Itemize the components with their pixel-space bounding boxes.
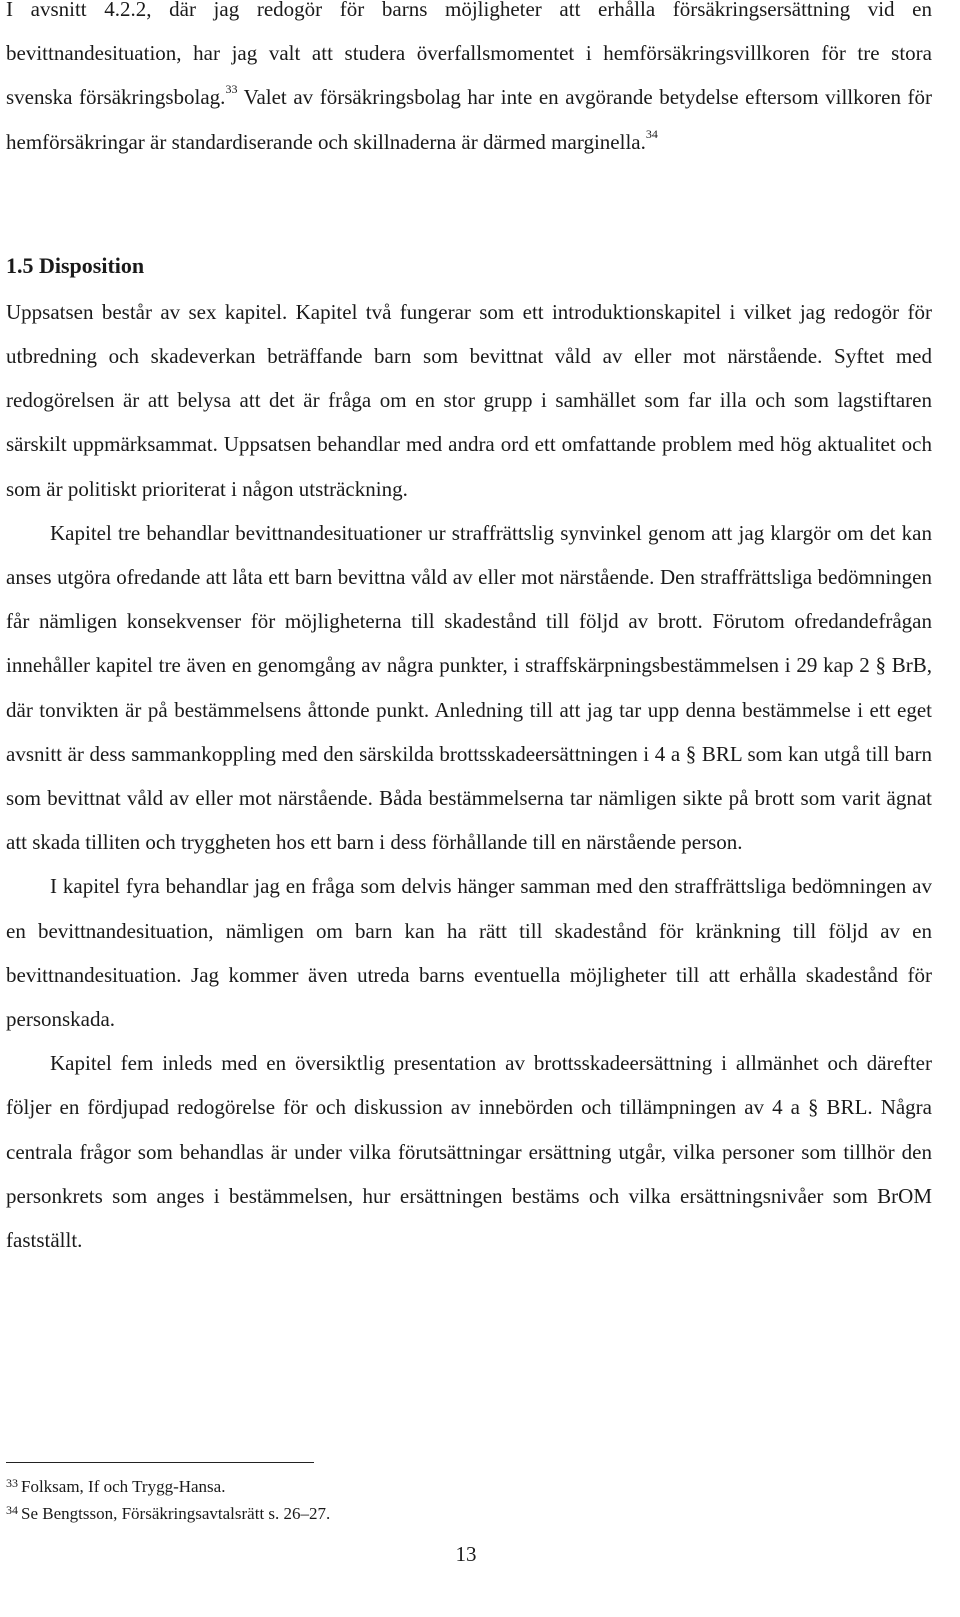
footnote-item xyxy=(6,1474,330,1501)
footnote-item xyxy=(6,1501,330,1528)
footnote-separator xyxy=(6,1462,314,1463)
body-paragraph: Uppsatsen består av sex kapitel. Kapitel två fungerar som ett introduktionskapitel i vilket jag redogör för utbredning och skadeverkan beträffande barn som bevittnat våld av eller mot närstående. Syftet med redogörelsen är att belysa att det är fråga om en stor grupp i samhället som far illa och som lagstiftaren särskilt uppmärksammat. Uppsatsen behandlar med andra ord ett omfattande problem med hög aktualitet och som är politiskt prioriterat i någon utsträckning. xyxy=(6,299,932,501)
footnote-ref-33[interactable]: 33 xyxy=(225,82,238,97)
section-heading: 1.5 Disposition xyxy=(6,252,145,278)
body-paragraph: Kapitel fem inleds med en översiktlig presentation av brottsskadeersättning i allmänhet och därefter följer en fördjupad redogörelse för och diskussion av innebörden och tillämpningen av 4 a § BRL. Några centrala frågor som behandlas är under vilka förutsättningar ersättning utgår, vilka personer som tillhör den personkrets som anges i bestämmelsen, hur ersättningen bestäms och vilka ersättningsnivåer som BrOM fastställt. xyxy=(6,1051,932,1253)
body-paragraph: Kapitel tre behandlar bevittnandesituationer ur straffrättslig synvinkel genom att jag klargör om det kan anses utgöra ofredande att låta ett barn bevittna våld av eller mot närstående. Den straffrättsliga bedömningen får nämligen konsekvenser för möjligheterna till skadestånd till följd av brott. Förutom ofredandefrågan innehåller kapitel tre även en genomgång av några punkter, i straffskärpningsbestämmelsen i 29 kap 2 § BrB, där tonvikten är på bestämmelsens åttonde punkt. Anledning till att jag tar upp denna bestämmelse i ett eget avsnitt är dess sammankoppling med den särskilda brottsskadeersättningen i 4 a § BRL som kan utgå till barn som bevittnat våld av eller mot närstående. Båda bestämmelserna tar nämligen sikte på brott som varit ägnat att skada tilliten och tryggheten hos ett barn i dess förhållande till en närstående person. xyxy=(6,520,932,855)
footnotes xyxy=(6,1474,330,1528)
body-paragraph: I kapitel fyra behandlar jag en fråga som delvis hänger samman med den straffrättsliga bedömningen av en bevittnandesituation, nämligen om barn kan ha rätt till skadestånd för kränkning till följd av en bevittnandesituation. Jag kommer även utreda barns eventuella möjligheter till att erhålla skadestånd för personskada. xyxy=(6,874,932,1032)
intro-paragraph xyxy=(6,0,932,164)
page-number: 13 xyxy=(455,1542,477,1566)
document-page xyxy=(6,0,932,1262)
footnote-ref-34[interactable]: 34 xyxy=(645,126,658,141)
footnote-text: Folksam, If och Trygg-Hansa. xyxy=(21,1477,226,1496)
footnote-number: 33 xyxy=(6,1476,18,1490)
footnote-number: 34 xyxy=(6,1503,18,1517)
intro-paragraph-lead: I avsnitt 4.2.2, där jag redogör för barns möjligheter att erhålla försäkringsersättning vid en bevittnandesituation, har jag valt att studera överfallsmomentet i hemförsäkringsvillkoren för tre stora svenska försäkringsbolag. xyxy=(6,0,932,110)
intro-paragraph-text: Valet av försäkringsbolag har inte en avgörande betydelse eftersom villkoren för hemförsäkringar är standardiserande och skillnaderna är därmed marginella. xyxy=(6,85,932,154)
footnote-text: Se Bengtsson, Försäkringsavtalsrätt s. 26–27. xyxy=(21,1504,331,1523)
